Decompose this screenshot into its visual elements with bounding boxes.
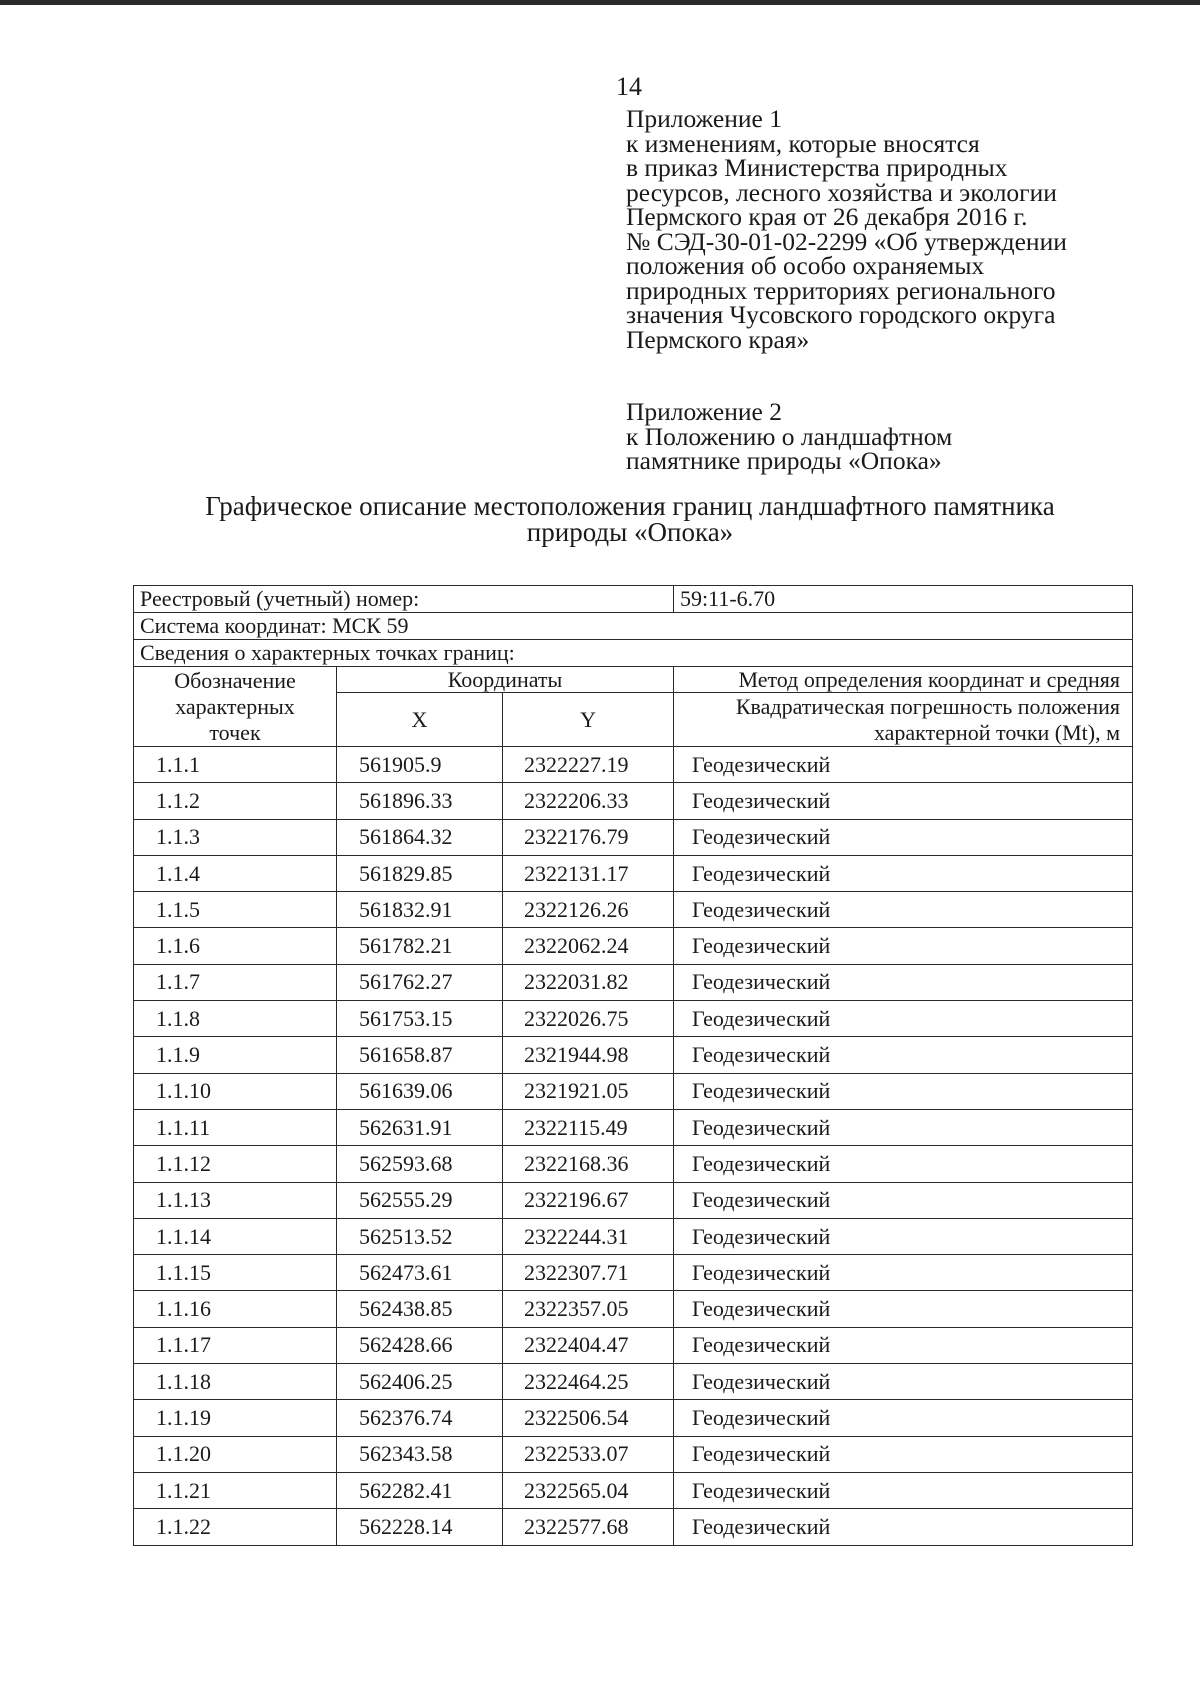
y-cell: 2322307.71 <box>503 1255 674 1291</box>
annex-1-line: № СЭД-30-01-02-2299 «Об утверждении <box>626 226 1067 256</box>
method-cell: Геодезический <box>674 783 1133 819</box>
points-info: Сведения о характерных точках границ: <box>134 640 1133 667</box>
col-header-point-line: характерных <box>175 694 295 719</box>
y-cell: 2321921.05 <box>503 1073 674 1109</box>
table-row <box>134 819 1133 855</box>
x-cell: 562631.91 <box>337 1109 503 1145</box>
table-row <box>134 892 1133 928</box>
registry-row <box>134 586 1133 613</box>
point-cell: 1.1.15 <box>134 1255 337 1291</box>
table-row <box>134 1218 1133 1254</box>
registry-value: 59:11-6.70 <box>674 586 1133 613</box>
col-header-point-line: точек <box>209 720 261 745</box>
annex-2-heading <box>626 397 953 475</box>
table-row <box>134 1255 1133 1291</box>
col-header-method-line: характерной точки (Mt), м <box>873 719 1121 745</box>
table-row <box>134 1037 1133 1073</box>
point-cell: 1.1.20 <box>134 1436 337 1472</box>
point-cell: 1.1.16 <box>134 1291 337 1327</box>
x-cell: 562438.85 <box>337 1291 503 1327</box>
method-cell: Геодезический <box>674 1472 1133 1508</box>
col-header-x: X <box>337 693 503 747</box>
x-cell: 561753.15 <box>337 1001 503 1037</box>
y-cell: 2322126.26 <box>503 892 674 928</box>
point-cell: 1.1.10 <box>134 1073 337 1109</box>
point-cell: 1.1.7 <box>134 964 337 1000</box>
method-cell: Геодезический <box>674 1037 1133 1073</box>
x-cell: 561832.91 <box>337 892 503 928</box>
table-row <box>134 783 1133 819</box>
x-cell: 562428.66 <box>337 1327 503 1363</box>
method-cell: Геодезический <box>674 1109 1133 1145</box>
point-cell: 1.1.4 <box>134 855 337 891</box>
coord-system: Система координат: МСК 59 <box>134 613 1133 640</box>
y-cell: 2322131.17 <box>503 855 674 891</box>
y-cell: 2322062.24 <box>503 928 674 964</box>
x-cell: 561639.06 <box>337 1073 503 1109</box>
y-cell: 2322533.07 <box>503 1436 674 1472</box>
point-cell: 1.1.2 <box>134 783 337 819</box>
table-row <box>134 855 1133 891</box>
y-cell: 2322506.54 <box>503 1400 674 1436</box>
col-header-method: Метод определения координат и средняя <box>674 667 1133 693</box>
points-info-row <box>134 640 1133 667</box>
x-cell: 561782.21 <box>337 928 503 964</box>
x-cell: 561896.33 <box>337 783 503 819</box>
method-cell: Геодезический <box>674 747 1133 783</box>
table-row <box>134 1182 1133 1218</box>
point-cell: 1.1.19 <box>134 1400 337 1436</box>
x-cell: 562228.14 <box>337 1509 503 1545</box>
method-cell: Геодезический <box>674 928 1133 964</box>
annex-1-line: природных территориях регионального <box>626 275 1056 305</box>
point-cell: 1.1.6 <box>134 928 337 964</box>
x-cell: 562473.61 <box>337 1255 503 1291</box>
document-title-line: Графическое описание местоположения границ ландшафтного памятника <box>205 491 1055 521</box>
point-cell: 1.1.3 <box>134 819 337 855</box>
annex-1-heading <box>626 104 1067 354</box>
point-cell: 1.1.13 <box>134 1182 337 1218</box>
table-row <box>134 1509 1133 1545</box>
annex-2-line: к Положению о ландшафтном <box>626 421 953 451</box>
table-row <box>134 1364 1133 1400</box>
point-cell: 1.1.18 <box>134 1364 337 1400</box>
table-row <box>134 1327 1133 1363</box>
x-cell: 562343.58 <box>337 1436 503 1472</box>
document-title <box>130 493 1130 545</box>
annex-1-line: Приложение 1 <box>626 104 782 133</box>
method-cell: Геодезический <box>674 1182 1133 1218</box>
table-row <box>134 928 1133 964</box>
annex-1-line: положения об особо охраняемых <box>626 251 985 280</box>
annex-1-line: Пермского края» <box>626 324 810 354</box>
method-cell: Геодезический <box>674 964 1133 1000</box>
point-cell: 1.1.12 <box>134 1146 337 1182</box>
header-row <box>134 667 1133 693</box>
y-cell: 2322577.68 <box>503 1509 674 1545</box>
method-cell: Геодезический <box>674 1436 1133 1472</box>
y-cell: 2321944.98 <box>503 1037 674 1073</box>
page-number: 14 <box>616 72 642 101</box>
registry-label: Реестровый (учетный) номер: <box>134 586 674 613</box>
method-cell: Геодезический <box>674 892 1133 928</box>
method-cell: Геодезический <box>674 1255 1133 1291</box>
annex-1-line: в приказ Министерства природных <box>626 153 1008 182</box>
y-cell: 2322168.36 <box>503 1146 674 1182</box>
method-cell: Геодезический <box>674 1291 1133 1327</box>
x-cell: 561829.85 <box>337 855 503 891</box>
y-cell: 2322206.33 <box>503 783 674 819</box>
y-cell: 2322115.49 <box>503 1109 674 1145</box>
point-cell: 1.1.8 <box>134 1001 337 1037</box>
method-cell: Геодезический <box>674 819 1133 855</box>
table-row <box>134 964 1133 1000</box>
col-header-point <box>134 667 337 747</box>
method-cell: Геодезический <box>674 1146 1133 1182</box>
y-cell: 2322176.79 <box>503 819 674 855</box>
method-cell: Геодезический <box>674 1073 1133 1109</box>
y-cell: 2322244.31 <box>503 1218 674 1254</box>
scan-top-edge <box>0 0 1200 5</box>
table-row <box>134 1109 1133 1145</box>
y-cell: 2322357.05 <box>503 1291 674 1327</box>
method-cell: Геодезический <box>674 1001 1133 1037</box>
col-header-coordinates: Координаты <box>337 667 674 693</box>
table-row <box>134 747 1133 783</box>
y-cell: 2322464.25 <box>503 1364 674 1400</box>
method-cell: Геодезический <box>674 1400 1133 1436</box>
x-cell: 561762.27 <box>337 964 503 1000</box>
point-cell: 1.1.11 <box>134 1109 337 1145</box>
point-cell: 1.1.21 <box>134 1472 337 1508</box>
y-cell: 2322031.82 <box>503 964 674 1000</box>
x-cell: 561864.32 <box>337 819 503 855</box>
col-header-method-cont <box>674 693 1133 747</box>
x-cell: 562282.41 <box>337 1472 503 1508</box>
y-cell: 2322404.47 <box>503 1327 674 1363</box>
point-cell: 1.1.1 <box>134 747 337 783</box>
annex-1-line: значения Чусовского городского округа <box>626 300 1056 329</box>
x-cell: 562376.74 <box>337 1400 503 1436</box>
x-cell: 562406.25 <box>337 1364 503 1400</box>
point-cell: 1.1.14 <box>134 1218 337 1254</box>
table-row <box>134 1291 1133 1327</box>
annex-2-line: Приложение 2 <box>626 397 782 426</box>
col-header-point-line: Обозначение <box>174 668 296 693</box>
x-cell: 562593.68 <box>337 1146 503 1182</box>
method-cell: Геодезический <box>674 1218 1133 1254</box>
document-title-line: природы «Опока» <box>526 517 734 547</box>
x-cell: 562555.29 <box>337 1182 503 1218</box>
x-cell: 562513.52 <box>337 1218 503 1254</box>
table-row <box>134 1001 1133 1037</box>
method-cell: Геодезический <box>674 1509 1133 1545</box>
table-row <box>134 1146 1133 1182</box>
y-cell: 2322196.67 <box>503 1182 674 1218</box>
annex-1-line: ресурсов, лесного хозяйства и экологии <box>626 177 1057 207</box>
method-cell: Геодезический <box>674 1327 1133 1363</box>
y-cell: 2322227.19 <box>503 747 674 783</box>
annex-1-line: Пермского края от 26 декабря 2016 г. <box>626 202 1028 231</box>
method-cell: Геодезический <box>674 1364 1133 1400</box>
table-row <box>134 1400 1133 1436</box>
point-cell: 1.1.22 <box>134 1509 337 1545</box>
annex-2-line: памятнике природы «Опока» <box>626 446 942 475</box>
point-cell: 1.1.9 <box>134 1037 337 1073</box>
x-cell: 561658.87 <box>337 1037 503 1073</box>
boundary-points-table <box>133 585 1133 1546</box>
col-header-method-line: Квадратическая погрешность положения <box>735 693 1121 719</box>
annex-1-line: к изменениям, которые вносятся <box>626 128 980 158</box>
y-cell: 2322565.04 <box>503 1472 674 1508</box>
table-row <box>134 1073 1133 1109</box>
coord-system-row <box>134 613 1133 640</box>
x-cell: 561905.9 <box>337 747 503 783</box>
col-header-y: Y <box>503 693 674 747</box>
point-cell: 1.1.5 <box>134 892 337 928</box>
table-row <box>134 1436 1133 1472</box>
method-cell: Геодезический <box>674 855 1133 891</box>
table-row <box>134 1472 1133 1508</box>
y-cell: 2322026.75 <box>503 1001 674 1037</box>
point-cell: 1.1.17 <box>134 1327 337 1363</box>
